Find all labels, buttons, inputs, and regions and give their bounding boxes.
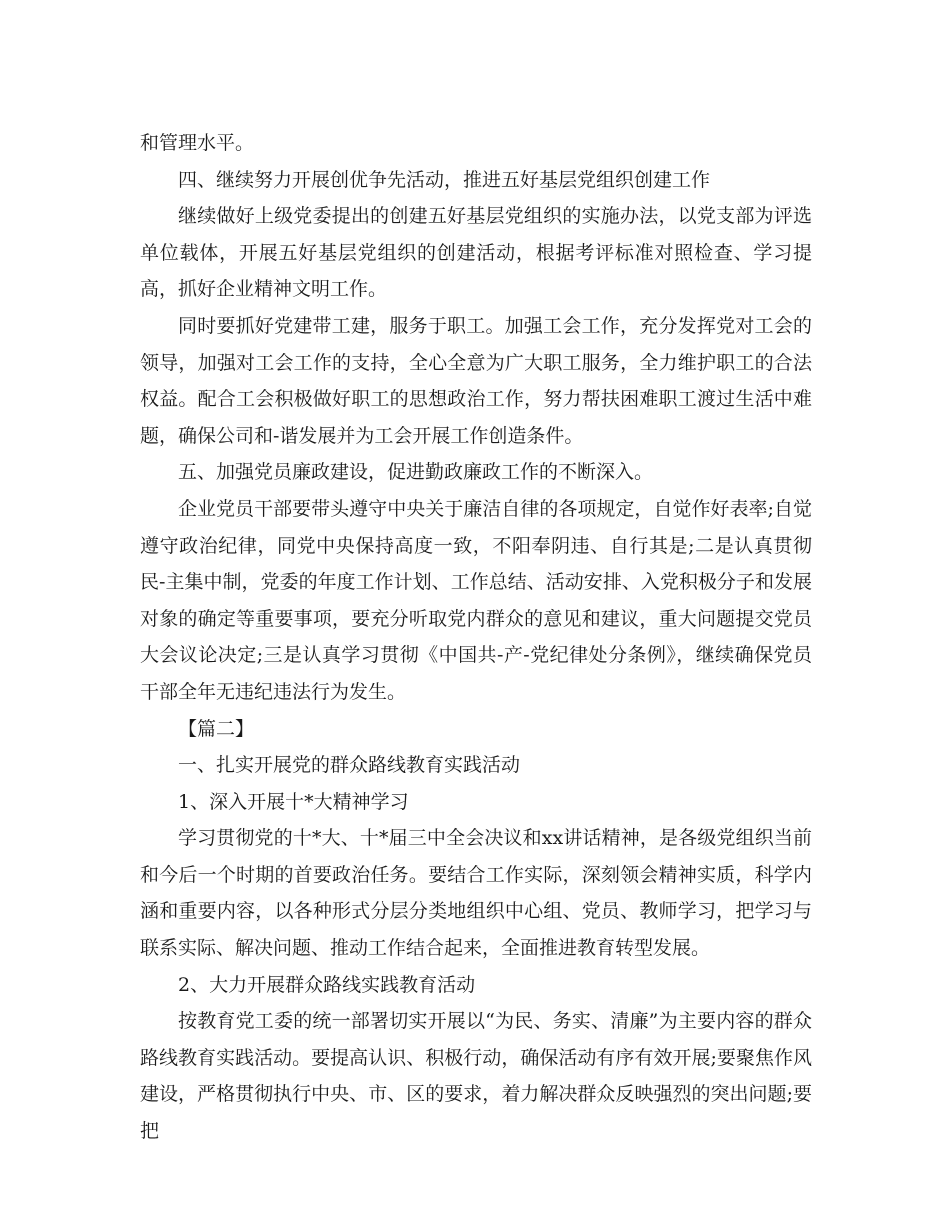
paragraph: 继续做好上级党委提出的创建五好基层党组织的实施办法，以党支部为评选单位载体，开展五好基层党组织的创建活动，根据考评标准对照检查、学习提高，抓好企业精神文明工作。	[140, 205, 812, 301]
subsection-heading: 1、深入开展十*大精神学习	[178, 790, 409, 813]
subsection-heading: 2、大力开展群众路线实践教育活动	[178, 973, 476, 996]
paragraph: 同时要抓好党建带工建，服务于职工。加强工会工作，充分发挥党对工会的领导，加强对工会工作的支持，全心全意为广大职工服务，全力维护职工的合法权益。配合工会积极做好职工的思想政治工作，努力帮扶困难职工渡过生活中难题，确保公司和-谐发展并为工会开展工作创造条件。	[140, 314, 812, 447]
paragraph: 按教育党工委的统一部署切实开展以“为民、务实、清廉”为主要内容的群众路线教育实践活动。要提高认识、积极行动，确保活动有序有效开展;要聚焦作风建设，严格贯彻执行中央、市、区的要求，着力解决群众反映强烈的突出问题;要把	[140, 1010, 812, 1143]
paragraph: 和管理水平。	[140, 132, 255, 154]
section-heading: 一、扎实开展党的群众路线教育实践活动	[178, 754, 521, 777]
part-heading: 【篇二】	[178, 717, 255, 740]
paragraph: 学习贯彻党的十*大、十*届三中全会决议和xx讲话精神，是各级党组织当前和今后一个时期的首要政治任务。要结合工作实际，深刻领会精神实质，科学内涵和重要内容，以各种形式分层分类地组织中心组、党员、教师学习，把学习与联系实际、解决问题、推动工作结合起来，全面推进教育转型发展。	[140, 827, 812, 960]
document-body	[140, 125, 812, 1150]
section-heading: 四、继续努力开展创优争先活动，推进五好基层党组织创建工作	[178, 168, 711, 191]
paragraph: 企业党员干部要带头遵守中央关于廉洁自律的各项规定，自觉作好表率;自觉遵守政治纪律，同党中央保持高度一致，不阳奉阴违、自行其是;二是认真贯彻民-主集中制，党委的年度工作计划、工作总结、活动安排、入党积极分子和发展对象的确定等重要事项，要充分听取党内群众的意见和建议，重大问题提交党员大会议论决定;三是认真学习贯彻《中国共-产-党纪律处分条例》，继续确保党员干部全年无违纪违法行为发生。	[140, 497, 812, 703]
section-heading: 五、加强党员廉政建设，促进勤政廉政工作的不断深入。	[178, 461, 654, 484]
